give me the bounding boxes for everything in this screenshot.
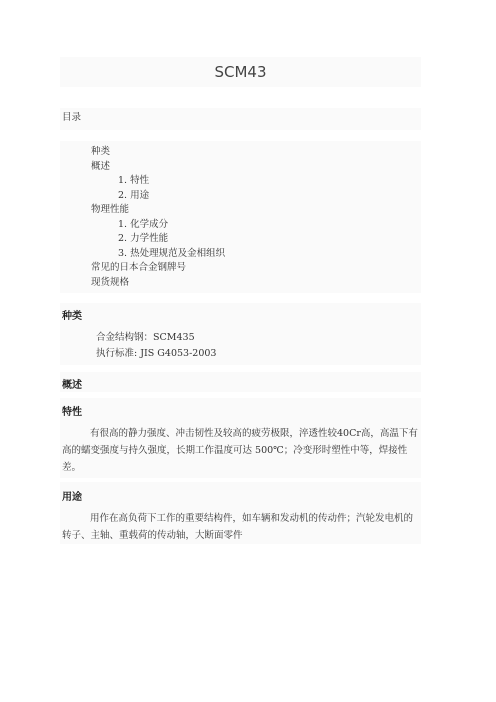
section-heading-overview: 概述	[62, 380, 82, 391]
toc-item[interactable]: 2. 用途	[118, 189, 150, 201]
section-heading-kind: 种类	[62, 311, 82, 322]
toc-item[interactable]: 3. 热处理规范及金相组织	[118, 247, 226, 259]
section-heading-usage: 用途	[62, 492, 82, 503]
toc-item[interactable]: 1. 特性	[118, 175, 150, 186]
toc-item[interactable]: 物理性能	[91, 204, 130, 215]
toc-item[interactable]: 1. 化学成分	[118, 218, 169, 230]
feature-paragraph: 有很高的静力强度、冲击韧性及较高的疲劳极限，淬透性较40Cr高，高温下有高的蠕变强度与持久强度，长期工作温度可达 500℃；冷变形时塑性中等，焊接性差。	[62, 428, 418, 473]
overview-band	[60, 372, 421, 392]
toc-label: 目录	[62, 112, 82, 123]
kind-line-2: 执行标准: JIS G4053-2003	[96, 348, 217, 359]
page-title: SCM43	[214, 63, 267, 81]
toc-item[interactable]: 常见的日本合金钢牌号	[91, 262, 187, 273]
toc-item[interactable]: 种类	[91, 146, 111, 157]
toc-label-band	[60, 108, 421, 130]
toc-item[interactable]: 概述	[91, 160, 111, 172]
toc-item[interactable]: 2. 力学性能	[118, 233, 169, 244]
kind-line-1: 合金结构钢：SCM435	[96, 332, 195, 343]
toc-item[interactable]: 现货规格	[91, 276, 130, 288]
usage-paragraph: 用作在高负荷下工作的重要结构件，如车辆和发动机的传动件；汽轮发电机的转子、主轴、重载荷的传动轴，大断面零件	[62, 513, 414, 541]
section-heading-feature: 特性	[62, 407, 82, 418]
